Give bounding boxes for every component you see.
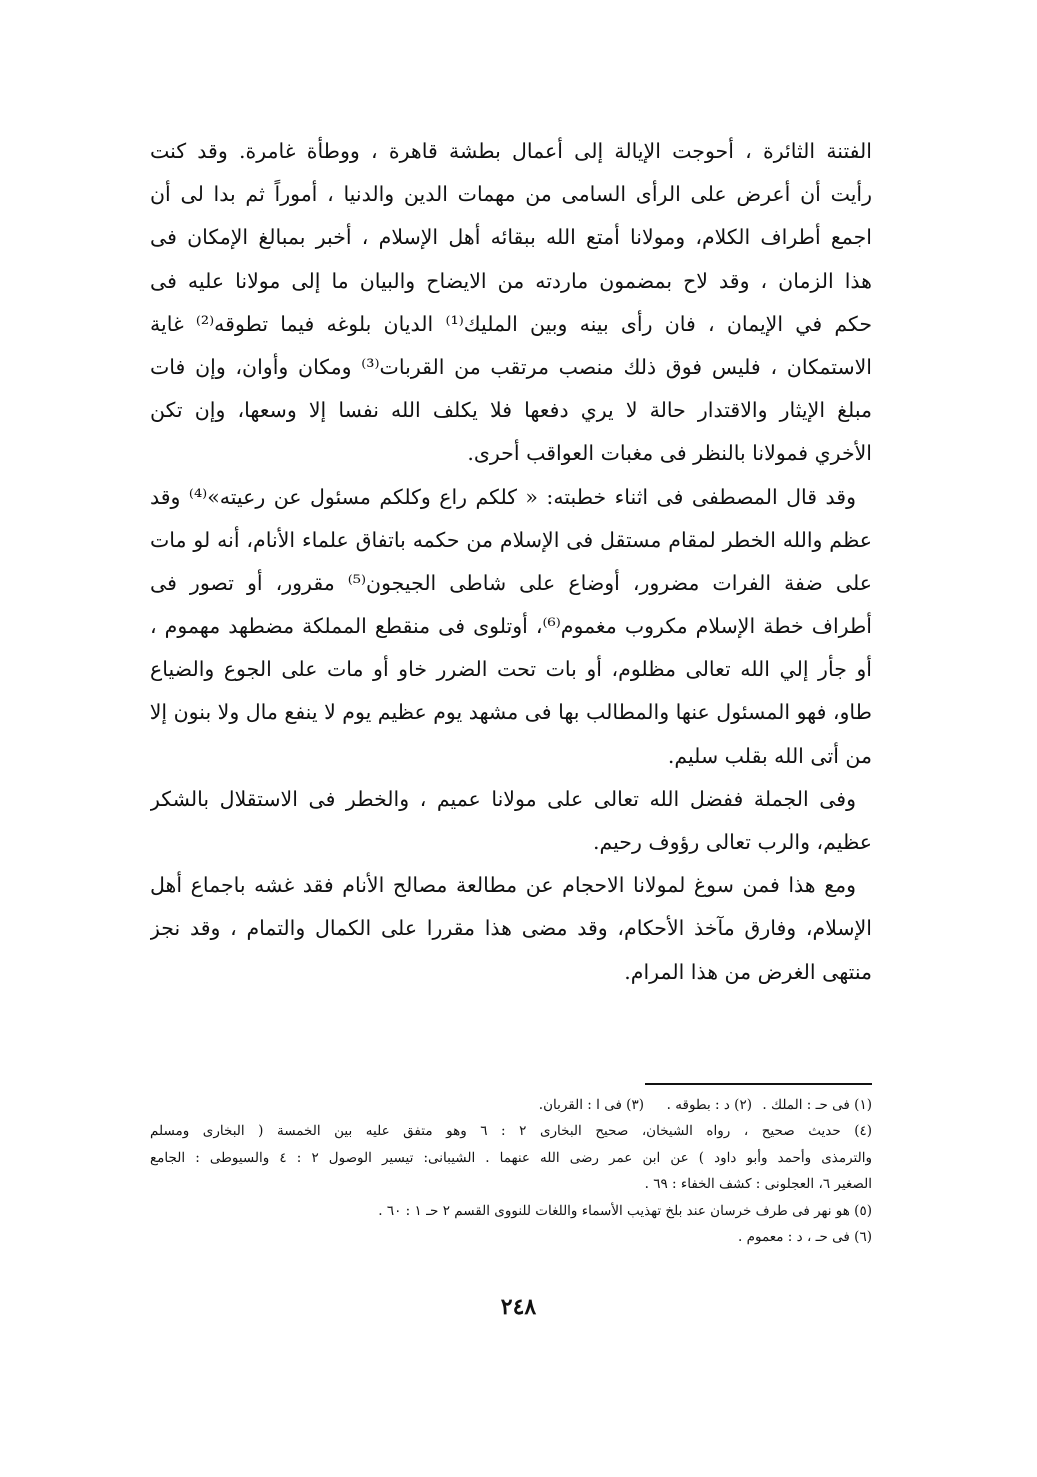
footnote-separator xyxy=(645,1083,872,1085)
text-line: طاو، فهو المسئول عنها والمطالب بها فى مشهد يوم عظيم يوم لا ينفع مال ولا بنون إلا xyxy=(150,700,872,725)
text-line: الاستمكان ، فليس فوق ذلك منصب مرتقب من القربات⁽³⁾ ومكان وأوان، وإن فات xyxy=(150,354,872,379)
footnote-4-line: (٤) حديث صحيح ، رواه الشيخان، صحيح البخارى ٢ : ٦ وهو متفق عليه بين الخمسة ( البخارى ومسلم xyxy=(150,1123,872,1140)
text-line: الإسلام، وفارق مآخذ الأحكام، وقد مضى هذا مقررا على الكمال والتمام ، وقد نجز xyxy=(150,916,872,941)
paragraph xyxy=(150,864,872,994)
text-line: حكم في الإيمان ، فان رأى بينه وبين المليك⁽¹⁾ الديان بلوغه فيما تطوقه⁽²⁾ غاية xyxy=(150,311,872,336)
footnote-3: (٣) فى ا : القربان. xyxy=(538,1097,644,1113)
text-line: من أتى الله بقلب سليم. xyxy=(667,743,872,768)
text-line: منتهى الغرض من هذا المرام. xyxy=(624,959,872,984)
body-text xyxy=(150,130,872,994)
footnote-6: (٦) فى حـ ، د : معموم . xyxy=(738,1228,872,1245)
text-line: أطراف خطة الإسلام مكروب مغموم⁽⁶⁾، أوتلوى فى منقطع المملكة مضطهد مهموم ، xyxy=(150,614,872,639)
text-line: أو جأر إلي الله تعالى مظلوم، أو بات تحت الضرر خاو أو مات على الجوع والضياع xyxy=(150,657,872,682)
text-line: عظم والله الخطر لمقام مستقل فى الإسلام من حكمه باتفاق علماء الأنام، أنه لو مات xyxy=(150,527,872,552)
footnote-4-line: الصغير ٦، العجلونى : كشف الخفاء : ٦٩ . xyxy=(644,1176,872,1193)
text-line: اجمع أطراف الكلام، ومولانا أمتع الله ببقائه أهل الإسلام ، أخبر بمبالغ الإمكان فى xyxy=(150,225,872,250)
text-line: على ضفة الفرات مضرور، أوضاع على شاطى الجيجون⁽⁵⁾ مقرور، أو تصور فى xyxy=(150,570,872,595)
paragraph xyxy=(150,130,872,476)
page-number: ٢٤٨ xyxy=(500,1294,537,1320)
text-line: رأيت أن أعرض على الرأى السامى من مهمات الدين والدنيا ، أموراً ثم بدا لى أن xyxy=(150,182,872,207)
text-line: هذا الزمان ، وقد لاح بمضمون ماردته من الايضاح والبيان ما إلى مولانا عليه فى xyxy=(150,268,872,293)
text-line: الأخري فمولانا بالنظر فى مغبات العواقب أحرى. xyxy=(467,441,872,466)
footnote-2: (٢) د : بطوقه . xyxy=(666,1097,752,1113)
paragraph xyxy=(150,476,872,778)
text-line: وفى الجملة ففضل الله تعالى على مولانا عميم ، والخطر فى الاستقلال بالشكر xyxy=(150,786,856,811)
paragraph xyxy=(150,778,872,864)
text-line: مبلغ الإيثار والاقتدار حالة لا يري دفعها فلا يكلف الله نفسا إلا وسعها، وإن تكن xyxy=(150,398,872,423)
footnote-5: (٥) هو نهر فى طرف خرسان عند بلخ تهذيب الأسماء واللغات للنووى القسم ٢ حـ ١ : ٦٠ . xyxy=(378,1202,872,1219)
footnotes xyxy=(150,1092,872,1250)
text-line: عظيم، والرب تعالى رؤوف رحيم. xyxy=(592,830,872,854)
footnote-4-line: والترمذى وأحمد وأبو داود ) عن ابن عمر رضى الله عنهما . الشيبانى: تيسير الوصول ٢ : ٤ والسيوطى : الجامع xyxy=(150,1149,872,1166)
text-line: ومع هذا فمن سوغ لمولانا الاحجام عن مطالعة مصالح الأنام فقد غشه باجماع أهل xyxy=(150,873,856,898)
text-line: وقد قال المصطفى فى اثناء خطبته: « كلكم راع وكلكم مسئول عن رعيته»⁽⁴⁾ وقد xyxy=(150,484,857,509)
text-line: الفتنة الثائرة ، أحوجت الإيالة إلى أعمال بطشة قاهرة ، ووطأة غامرة. وقد كنت xyxy=(150,139,872,163)
footnote-1: (١) فى حـ : الملك . xyxy=(762,1097,872,1113)
footnote-row xyxy=(150,1092,872,1118)
